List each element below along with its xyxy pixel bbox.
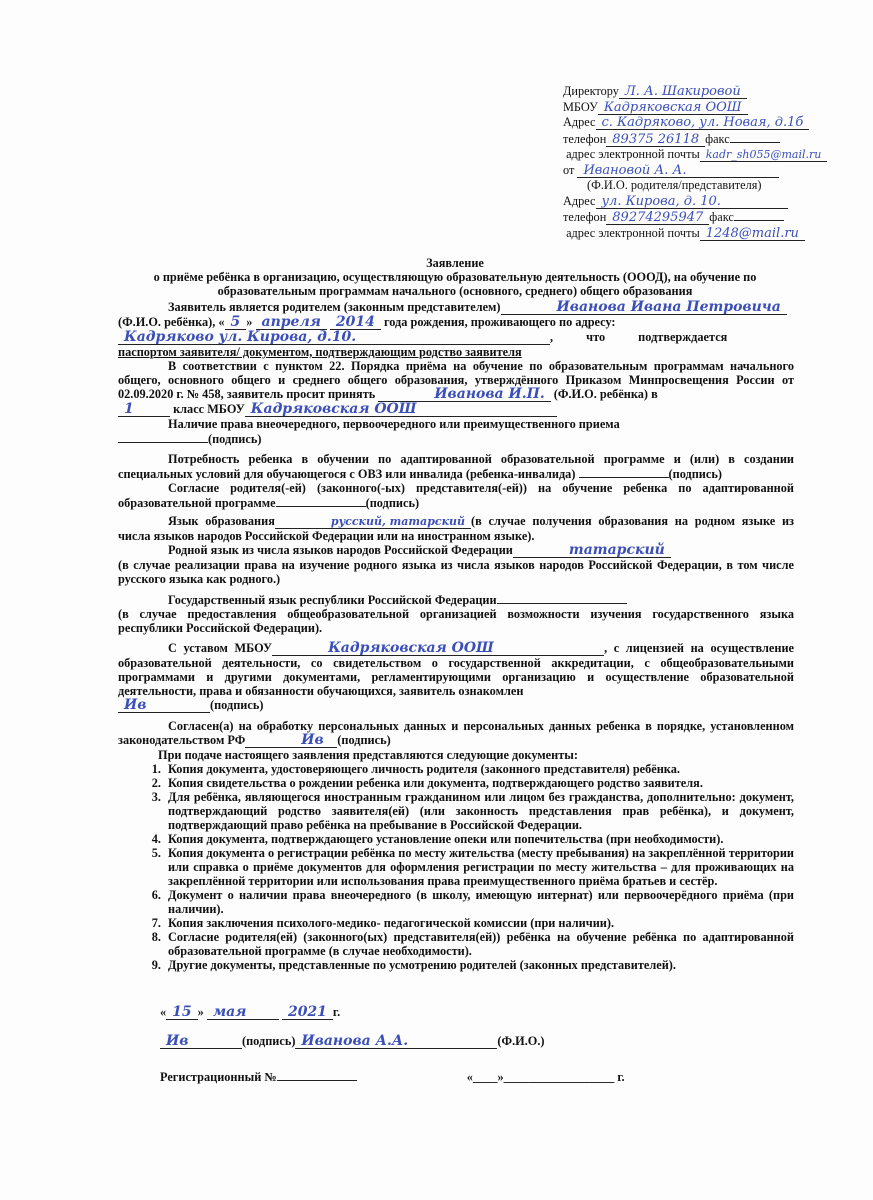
document-title (110, 256, 800, 298)
text: Согласие родителя(-ей) (законного(-ых) представителя(-ей)) на обучение ребенка по адаптированной образовательной программе (118, 481, 794, 510)
list-item: 2. Копия свидетельства о рождении ребенка или документа, подтверждающего родство заявителя. (164, 776, 794, 790)
text: (подпись) (242, 1034, 296, 1048)
text: г. (332, 1005, 341, 1019)
birth-month-field[interactable]: апреля (256, 316, 327, 330)
caption: (Ф.И.О. родителя/представителя) (587, 178, 762, 192)
list-item: 9. Другие документы, представленные по усмотрению родителей (законных представителей). (164, 958, 794, 972)
text: (в случае получения образования на родном языке из числа языков народов Российской Федерации или на иностранном языке). (118, 514, 794, 543)
list-item: 1. Копия документа, удостоверяющего личность родителя (законного представителя) ребёнка. (164, 762, 794, 776)
text: (Ф.И.О. ребёнка), « (118, 315, 225, 329)
charter-school-field[interactable]: Кадряковская ООШ (272, 642, 604, 656)
label: телефон (563, 131, 607, 146)
text: Родной язык из числа языков народов Российской Федерации (168, 543, 513, 557)
text: (подпись) (337, 733, 391, 747)
child-name-field[interactable]: Иванова Ивана Петровича (501, 301, 787, 315)
text: (подпись) (208, 432, 262, 446)
text: (подпись) (668, 467, 722, 481)
fio-field[interactable]: Иванова А.А. (295, 1035, 497, 1049)
text: С уставом МБОУ (168, 641, 273, 655)
school-phone-field[interactable]: 89375 26118 (606, 133, 705, 147)
list-item: 3. Для ребёнка, являющегося иностранным гражданином или лицом без гражданства, дополнительно: документ, подтверждающий родство заявителя(ей) (или законность представления прав ребёнка), и документ, подтверждающий право ребёнка на пребывание в Российской Федерации. (164, 790, 794, 832)
signature-field[interactable] (276, 495, 366, 507)
text: , что подтверждается (550, 330, 728, 344)
list-item: 4. Копия документа, подтверждающего установление опеки или попечительства (при необходимости). (164, 832, 794, 846)
text: класс МБОУ (173, 402, 245, 416)
label: Адрес (563, 115, 596, 129)
signature-field[interactable]: Ив (160, 1035, 242, 1049)
text: Государственный язык республики Российской Федерации (168, 593, 497, 607)
parent-address-field[interactable]: ул. Кирова, д. 10. (596, 195, 788, 209)
documents-list (118, 762, 794, 972)
school-field[interactable]: Кадряковская ООШ (245, 403, 557, 417)
text: паспортом заявителя/ документом, подтверждающим родство заявителя (118, 345, 522, 359)
text: , с лицензией на осуществление образовательной деятельности, со свидетельством о государственной аккредитации, с общеобразовательными программами и другими документами, регламентирующими организацию и осуществление образовательной деятельности, права и обязанности обучающихся, заявитель ознакомлен (118, 641, 794, 698)
label: МБОУ (563, 99, 598, 114)
text: Наличие права внеочередного, первоочередного или преимущественного приема (168, 417, 620, 431)
text: года рождения, проживающего по адресу: (383, 315, 616, 329)
date-month-field[interactable]: мая (207, 1006, 279, 1020)
parent-phone-field[interactable]: 89274295947 (606, 211, 709, 225)
text: (Ф.И.О. ребёнка) в (553, 387, 658, 401)
label: от (563, 162, 575, 177)
label: Директору (563, 84, 619, 98)
text: Регистрационный № (160, 1070, 277, 1084)
school-address-field[interactable]: с. Кадряково, ул. Новая, д.1б (596, 116, 810, 130)
school-field[interactable]: Кадряковская ООШ (598, 101, 748, 115)
text: (в случае предоставления общеобразовательной организацией возможности изучения государственного языка республики Российской Федерации). (118, 607, 794, 635)
grade-field[interactable]: 1 (118, 403, 170, 417)
list-item: 6. Документ о наличии права внеочередного (в школу, имеющую интернат) или первоочерёдного приёма (при наличии). (164, 888, 794, 916)
language-field[interactable]: русский, татарский (275, 515, 471, 529)
text: (подпись) (210, 698, 264, 712)
text: В соответствии с пунктом 22. Порядка приёма на обучение по образовательным программам начального общего, основного общего и среднего общего образования, утверждённого Приказом Минпросвещения России от 02.09.2020 г. № 458, заявитель просит принять (118, 359, 794, 401)
registration-number-field[interactable] (277, 1069, 357, 1081)
signature-field[interactable]: Ив (245, 734, 337, 748)
date-day-field[interactable]: 15 (166, 1006, 197, 1020)
subtitle: о приёме ребёнка в организацию, осуществляющую образовательную деятельность (OOОД), на обучение по образовательным программам начального (основного, среднего) общего образования (153, 270, 757, 298)
label: Адрес (563, 193, 596, 208)
text: Согласен(а) на обработку персональных данных и персональных данных ребенка в порядке, установленном законодательством РФ (118, 719, 794, 747)
child-short-field[interactable]: Иванова И.П. (378, 388, 550, 402)
text: Язык образования (168, 514, 275, 528)
text: При подаче настоящего заявления представляются следующие документы: (158, 748, 578, 762)
birth-year-field[interactable]: 2014 (330, 316, 381, 330)
text: (в случае реализации права на изучение родного языка из числа языков народов Российской Федерации, в том числе русского языка как родного.) (118, 558, 794, 586)
state-language-field[interactable] (497, 592, 627, 604)
signature-field[interactable] (118, 431, 208, 443)
registration-date: «____»__________________ г. (466, 1070, 625, 1084)
list-item: 8. Согласие родителя(ей) (законного(ых) представителя(ей)) ребёнка на обучение ребёнка по адаптированной образовательной программе (в случае необходимости). (164, 930, 794, 958)
text: (подпись) (365, 496, 420, 510)
parent-fax-field[interactable] (734, 209, 784, 221)
school-email-field[interactable]: kadr_sh055@mail.ru (700, 148, 828, 162)
child-address-field[interactable]: Кадряково ул. Кирова, д.10. (118, 331, 550, 345)
date-year-field[interactable]: 2021 (282, 1006, 333, 1020)
list-item: 7. Копия заключения психолого-медико- педагогической комиссии (при наличии). (164, 916, 794, 930)
label: телефон (563, 210, 607, 224)
label: факс (709, 210, 734, 224)
signature-field[interactable]: Ив (118, 699, 210, 713)
signature-block: « 15 » мая 2021 г. Ив (подпись) Иванова А.А. (Ф.И.О.) Регистрационный № «____»__________________ г. (160, 1004, 625, 1084)
birth-day-field[interactable]: 5 (225, 316, 247, 330)
parent-name-field[interactable]: Ивановой А. А. (577, 164, 779, 178)
signature-field[interactable] (579, 466, 669, 478)
addressee-block (563, 84, 863, 241)
parent-email-field[interactable]: 1248@mail.ru (700, 227, 805, 241)
label: адрес электронной почты (566, 147, 700, 161)
heading: Заявление (426, 256, 484, 270)
label: факс (705, 131, 730, 146)
text: (Ф.И.О.) (497, 1034, 545, 1048)
label: адрес электронной почты (566, 225, 700, 240)
director-field[interactable]: Л. А. Шакировой (619, 85, 747, 99)
application-body: Заявитель является родителем (законным представителем) Иванова Ивана Петровича (Ф.И.О. ребёнка), « 5 » апреля 2014 года рождения, проживающего по адресу: Кадряково ул. Кирова, д.10. , что подтверждается паспортом заявителя/ документом, подтверждающим родство заявителя В соответствии с пунктом 22. Порядка приёма на обучение по образовательным программам начального общего, основного общего и среднего общего образования, утверждённого Приказом Минпросвещения России от 02.09.2020 г. № 458, заявитель просит принять Иванова И.П. (Ф.И.О. ребёнка) в 1 класс МБОУ Кадряковская ООШ Наличие права внеочередного, первоочередного или преимущественного приема (подпись) Потребность ребенка в обучении по адаптированной образовательной программе и (или) в создании специальных условий для обучающегося с ОВЗ или инвалида (ребенка-инвалида) (подпись) Согласие родителя(-ей) (законного(-ых) представителя(-ей)) на обучение ребенка по адаптированной образовательной программе (подпись) Язык образования русский, татарский (в случае получения образования на родном языке из числа языков народов Российской Федерации или на иностранном языке). Родной язык из числа языков народов Российской Федерации татарский (в случае реализации права на изучение родного языка из числа языков народов Российской Федерации, в том числе русского языка как родного.) Государственный язык республики Российской Федерации (в случае предоставления общеобразовательной организацией возможности изучения государственного языка республики Российской Федерации). С уставом МБОУ Кадряковская ООШ , с лицензией на осуществление образовательной деятельности, со свидетельством о государственной аккредитации, с общеобразовательными программами и другими документами, регламентирующими организацию и осуществление образовательной деятельности, права и обязанности обучающихся, заявитель ознакомлен Ив (подпись) Согласен(а) на обработку персональных данных и персональных данных ребенка в порядке, установленном законодательством РФ Ив (подпись) При подаче настоящего заявления представляются следующие документы: 1. Копия документа, удостоверяющего личность родителя (законного представителя) ребёнка. 2. Копия свидетельства о рождении ребенка или документа, подтверждающего родство заявителя. 3. Для ребёнка, являющегося иностранным гражданином или лицом без гражданства, дополнительно: документ, подтверждающий родство заявителя(ей) (или законность представления прав ребёнка), и документ, подтверждающий право ребёнка на пребывание в Российской Федерации. 4. Копия документа, подтверждающего установление опеки или попечительства (при необходимости). 5. Копия документа о регистрации ребёнка по месту жительства (месту пребывания) на закреплённой территории или справка о приёме документов для оформления регистрации по месту жительства – для проживающих на закреплённой территории или использования права преимущественного приёма братьев и сестёр. 6. Документ о наличии права внеочередного (в школу, имеющую интернат) или первоочерёдного приёма (при наличии). 7. Копия заключения психолого-медико- педагогической комиссии (при наличии). 8. Согласие родителя(ей) (законного(ых) представителя(ей)) ребёнка на обучение ребёнка по адаптированной образовательной программе (в случае необходимости). 9. Другие документы, представленные по усмотрению родителей (законных представителей). (118, 300, 794, 972)
text: Потребность ребенка в обучении по адаптированной образовательной программе и (или) в создании специальных условий для обучающегося с ОВЗ или инвалида (ребенка-инвалида) (118, 452, 794, 481)
native-language-field[interactable]: татарский (513, 544, 671, 558)
text: Заявитель является родителем (законным представителем) (168, 300, 501, 314)
list-item: 5. Копия документа о регистрации ребёнка по месту жительства (месту пребывания) на закреплённой территории или справка о приёме документов для оформления регистрации по месту жительства – для проживающих на закреплённой территории или использования права преимущественного приёма братьев и сестёр. (164, 846, 794, 888)
fax-field[interactable] (730, 131, 780, 143)
